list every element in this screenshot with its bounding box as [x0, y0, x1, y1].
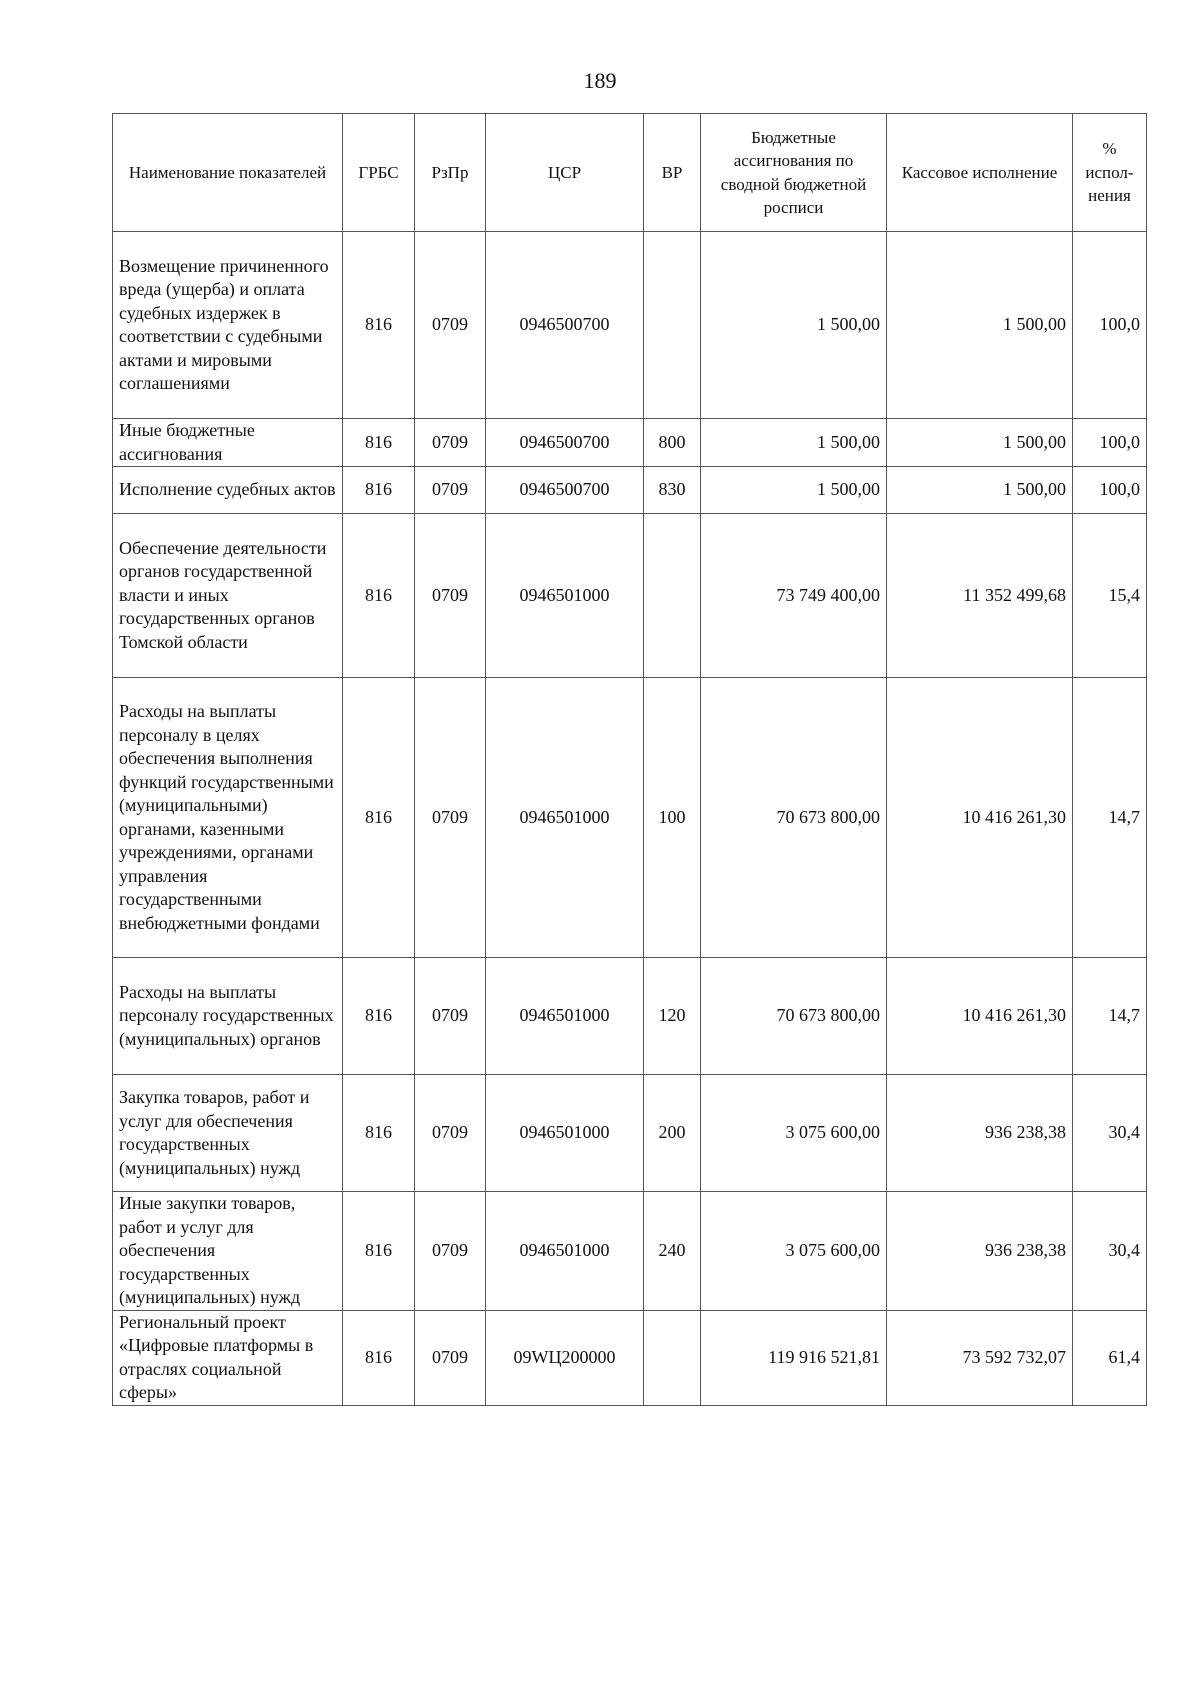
row-name: Региональный проект «Цифровые платформы в отраслях социальной сферы» — [113, 1310, 343, 1405]
row-cash: 936 238,38 — [887, 1192, 1073, 1311]
table-row — [113, 1310, 1147, 1405]
row-grbs: 816 — [343, 958, 415, 1075]
row-cash: 11 352 499,68 — [887, 514, 1073, 678]
row-budget: 3 075 600,00 — [701, 1075, 887, 1192]
row-vr — [644, 1310, 701, 1405]
row-grbs: 816 — [343, 1310, 415, 1405]
row-name: Закупка товаров, работ и услуг для обеспечения государственных (муниципальных) нужд — [113, 1075, 343, 1192]
row-csr: 0946501000 — [486, 678, 644, 958]
row-csr: 0946501000 — [486, 958, 644, 1075]
row-cash: 1 500,00 — [887, 419, 1073, 467]
row-budget: 70 673 800,00 — [701, 958, 887, 1075]
row-vr: 830 — [644, 467, 701, 514]
row-rzpr: 0709 — [415, 1310, 486, 1405]
row-grbs: 816 — [343, 1192, 415, 1311]
row-budget: 1 500,00 — [701, 467, 887, 514]
row-grbs: 816 — [343, 232, 415, 419]
budget-execution-table — [112, 113, 1147, 1406]
header-vr: ВР — [644, 114, 701, 232]
table-header-row — [113, 114, 1147, 232]
row-vr — [644, 232, 701, 419]
header-grbs: ГРБС — [343, 114, 415, 232]
table-row — [113, 514, 1147, 678]
table-row — [113, 1192, 1147, 1311]
row-csr: 0946500700 — [486, 419, 644, 467]
table-row — [113, 232, 1147, 419]
row-rzpr: 0709 — [415, 958, 486, 1075]
table-row — [113, 419, 1147, 467]
table-row — [113, 1075, 1147, 1192]
row-rzpr: 0709 — [415, 232, 486, 419]
header-name: Наименование показателей — [113, 114, 343, 232]
table-row — [113, 958, 1147, 1075]
row-budget: 119 916 521,81 — [701, 1310, 887, 1405]
row-name: Расходы на выплаты персоналу в целях обеспечения выполнения функций государственными (муниципальными) органами, казенными учреждениями, органами управления государственными внебюджетными фондами — [113, 678, 343, 958]
row-rzpr: 0709 — [415, 1075, 486, 1192]
row-name: Обеспечение деятельности органов государственной власти и иных государственных органов Томской области — [113, 514, 343, 678]
header-rzpr: РзПр — [415, 114, 486, 232]
row-cash: 10 416 261,30 — [887, 958, 1073, 1075]
row-percent: 100,0 — [1073, 232, 1147, 419]
row-csr: 0946501000 — [486, 514, 644, 678]
row-csr: 0946501000 — [486, 1075, 644, 1192]
row-budget: 1 500,00 — [701, 419, 887, 467]
row-cash: 1 500,00 — [887, 232, 1073, 419]
row-vr: 120 — [644, 958, 701, 1075]
row-percent: 100,0 — [1073, 467, 1147, 514]
row-cash: 73 592 732,07 — [887, 1310, 1073, 1405]
row-percent: 15,4 — [1073, 514, 1147, 678]
row-percent: 30,4 — [1073, 1075, 1147, 1192]
row-csr: 0946500700 — [486, 232, 644, 419]
row-csr: 09WЦ200000 — [486, 1310, 644, 1405]
row-percent: 61,4 — [1073, 1310, 1147, 1405]
row-cash: 1 500,00 — [887, 467, 1073, 514]
row-budget: 1 500,00 — [701, 232, 887, 419]
row-csr: 0946501000 — [486, 1192, 644, 1311]
row-name: Исполнение судебных актов — [113, 467, 343, 514]
table-row — [113, 467, 1147, 514]
page-number: 189 — [583, 68, 617, 93]
row-vr: 240 — [644, 1192, 701, 1311]
row-budget: 70 673 800,00 — [701, 678, 887, 958]
row-grbs: 816 — [343, 678, 415, 958]
row-cash: 936 238,38 — [887, 1075, 1073, 1192]
row-vr: 100 — [644, 678, 701, 958]
row-grbs: 816 — [343, 419, 415, 467]
row-rzpr: 0709 — [415, 1192, 486, 1311]
row-percent: 100,0 — [1073, 419, 1147, 467]
row-name: Иные закупки товаров, работ и услуг для обеспечения государственных (муниципальных) нужд — [113, 1192, 343, 1311]
row-cash: 10 416 261,30 — [887, 678, 1073, 958]
row-percent: 14,7 — [1073, 958, 1147, 1075]
row-percent: 30,4 — [1073, 1192, 1147, 1311]
row-vr: 200 — [644, 1075, 701, 1192]
row-rzpr: 0709 — [415, 678, 486, 958]
header-cash: Кассовое исполнение — [887, 114, 1073, 232]
row-budget: 73 749 400,00 — [701, 514, 887, 678]
row-grbs: 816 — [343, 1075, 415, 1192]
row-rzpr: 0709 — [415, 419, 486, 467]
header-percent: % испол-нения — [1073, 114, 1147, 232]
row-percent: 14,7 — [1073, 678, 1147, 958]
row-name: Иные бюджетные ассигнования — [113, 419, 343, 467]
row-grbs: 816 — [343, 514, 415, 678]
row-rzpr: 0709 — [415, 467, 486, 514]
header-budget: Бюджетные ассигнования по сводной бюджетной росписи — [701, 114, 887, 232]
row-vr: 800 — [644, 419, 701, 467]
row-csr: 0946500700 — [486, 467, 644, 514]
row-rzpr: 0709 — [415, 514, 486, 678]
row-budget: 3 075 600,00 — [701, 1192, 887, 1311]
row-name: Расходы на выплаты персоналу государственных (муниципальных) органов — [113, 958, 343, 1075]
row-vr — [644, 514, 701, 678]
row-grbs: 816 — [343, 467, 415, 514]
header-csr: ЦСР — [486, 114, 644, 232]
row-name: Возмещение причиненного вреда (ущерба) и оплата судебных издержек в соответствии с судебными актами и мировыми соглашениями — [113, 232, 343, 419]
table-row — [113, 678, 1147, 958]
